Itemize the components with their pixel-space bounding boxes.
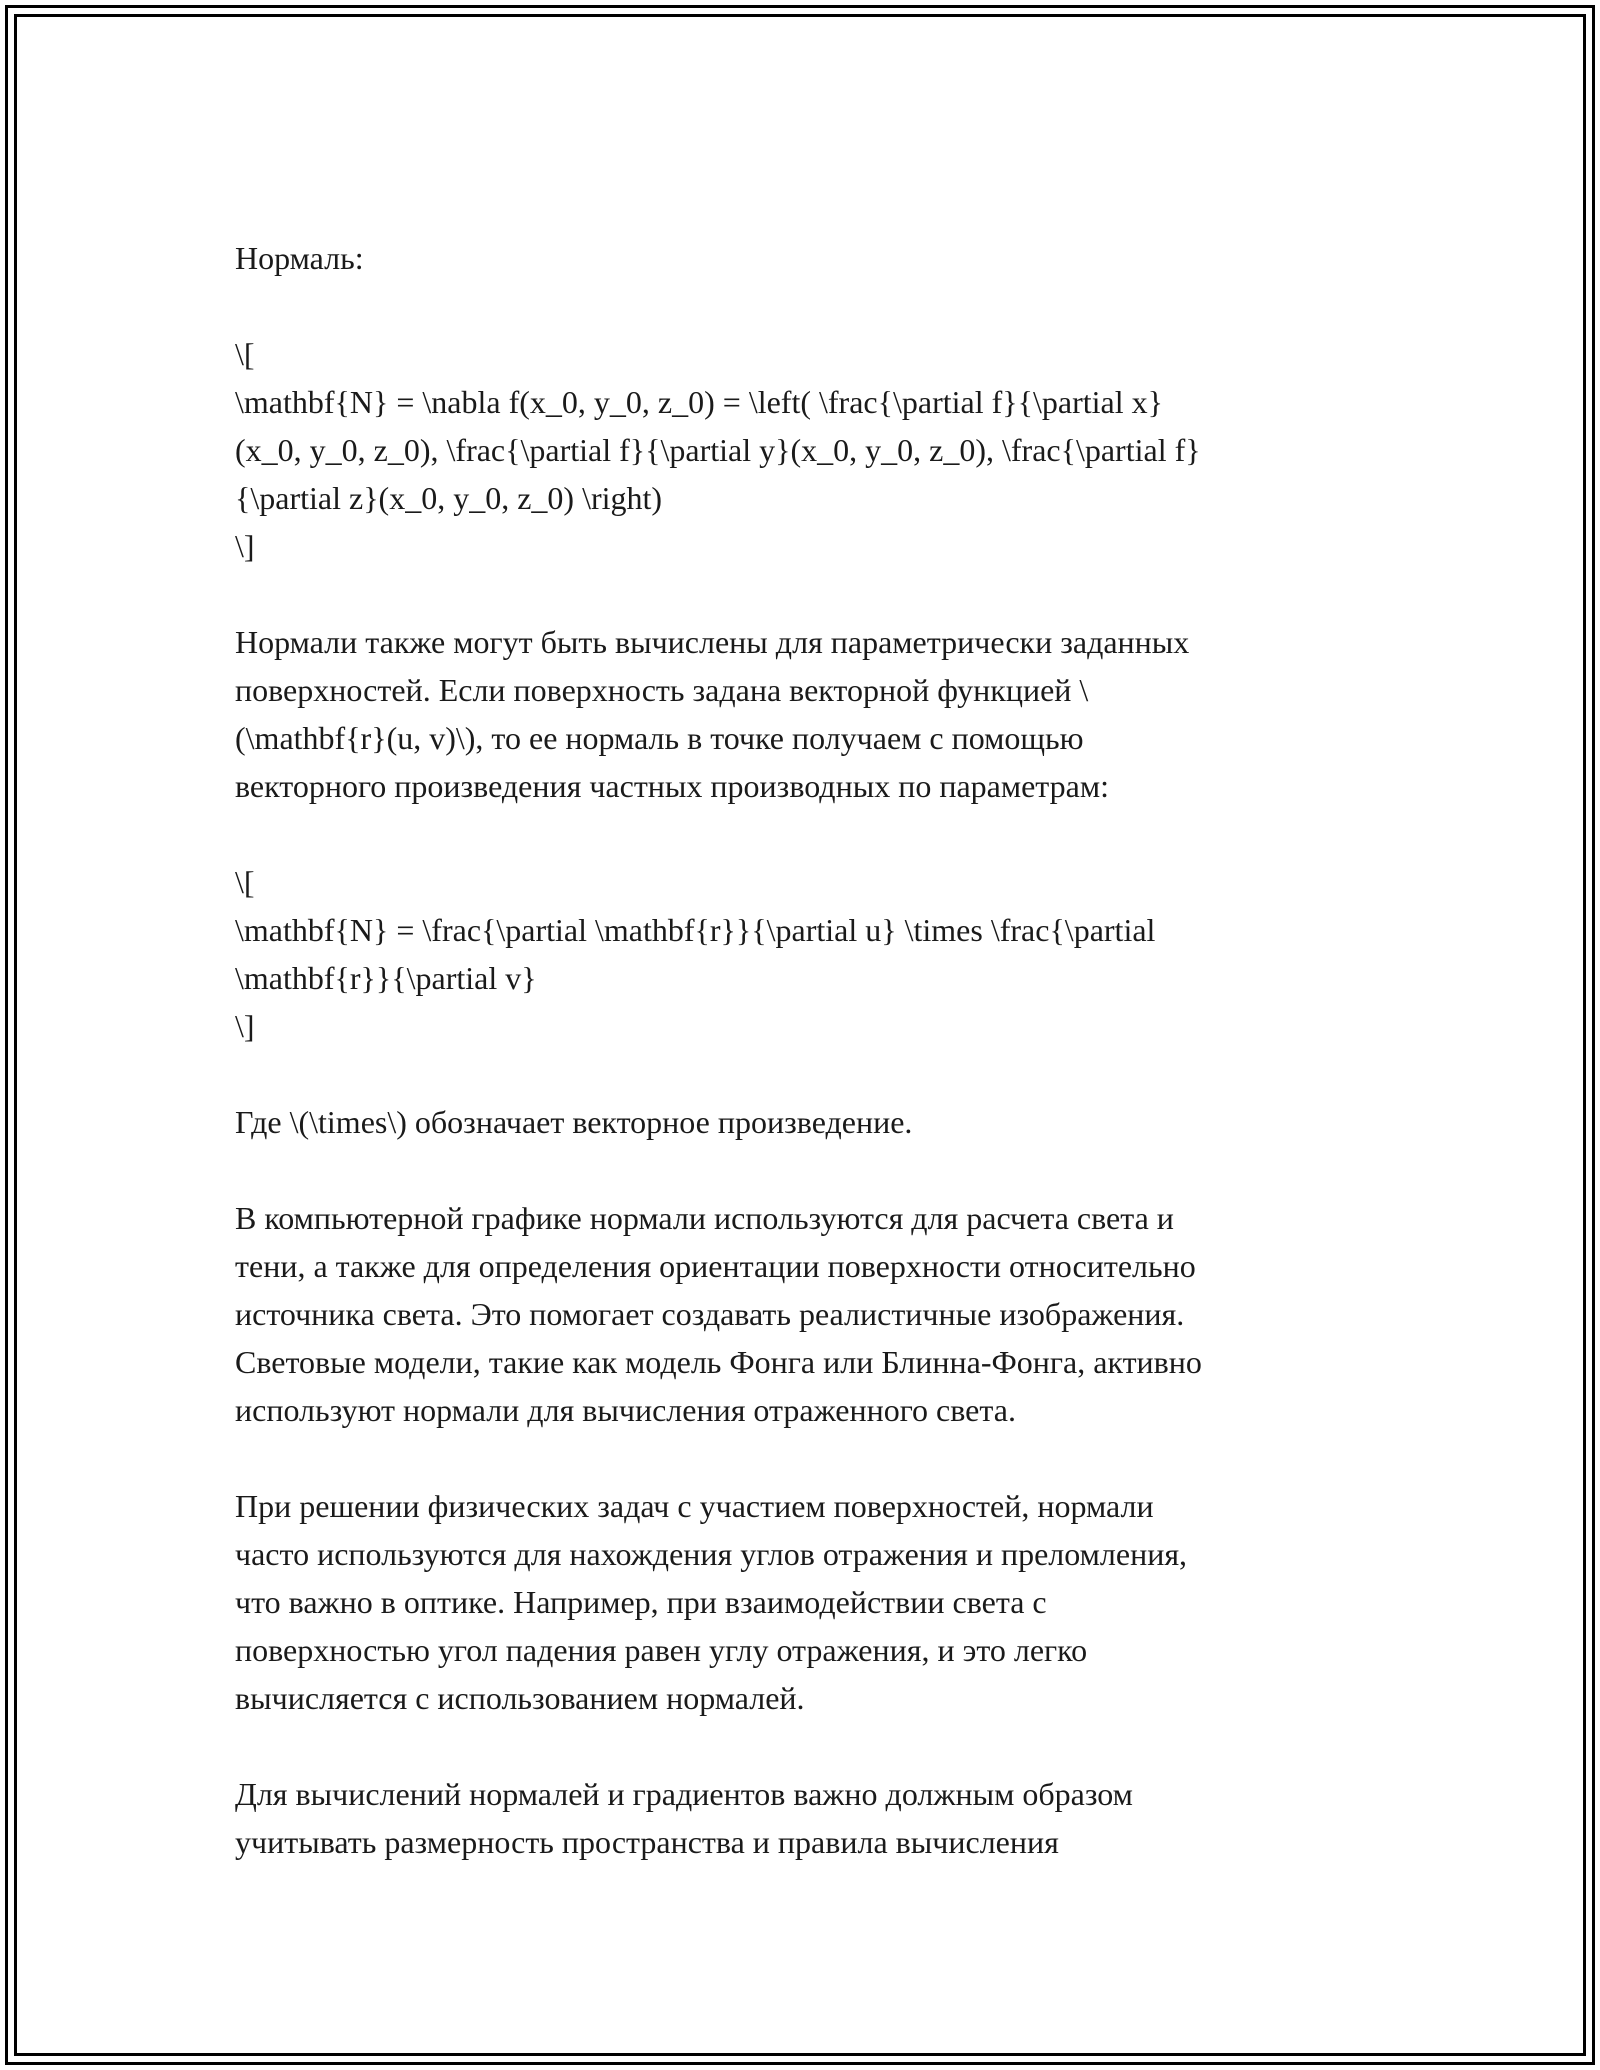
times-note [235,1098,1365,1146]
text-line: \] [235,1008,255,1044]
text-line: \[ [235,864,255,900]
normal-heading [235,234,1365,282]
gradient-formula [235,330,1365,570]
text-line: \[ [235,336,255,372]
computation-paragraph [235,1770,1365,1866]
text-line: При решении физических задач с участием поверхностей, нормали [235,1488,1154,1524]
text-line: Нормаль: [235,240,364,276]
text-line: \mathbf{N} = \frac{\partial \mathbf{r}}{\partial u} \times \frac{\partial [235,912,1156,948]
graphics-paragraph [235,1194,1365,1434]
text-line: {\partial z}(x_0, y_0, z_0) \right) [235,480,663,516]
text-line: \] [235,528,255,564]
document-body [235,234,1365,1914]
text-line: вычисляется с использованием нормалей. [235,1680,805,1716]
text-line: Нормали также могут быть вычислены для параметрически заданных [235,624,1190,660]
text-line: \mathbf{r}}{\partial v} [235,960,537,996]
text-line: В компьютерной графике нормали используются для расчета света и [235,1200,1174,1236]
text-line: часто используются для нахождения углов отражения и преломления, [235,1536,1188,1572]
text-line: используют нормали для вычисления отраженного света. [235,1392,1016,1428]
text-line: (x_0, y_0, z_0), \frac{\partial f}{\partial y}(x_0, y_0, z_0), \frac{\partial f} [235,432,1201,468]
text-line: Где \(\times\) обозначает векторное произведение. [235,1104,913,1140]
text-line: источника света. Это помогает создавать реалистичные изображения. [235,1296,1185,1332]
text-line: векторного произведения частных производных по параметрам: [235,768,1110,804]
text-line: что важно в оптике. Например, при взаимодействии света с [235,1584,1047,1620]
text-line: (\mathbf{r}(u, v)\), то ее нормаль в точке получаем с помощью [235,720,1084,756]
physics-paragraph [235,1482,1365,1722]
cross-product-formula [235,858,1365,1050]
text-line: учитывать размерность пространства и правила вычисления [235,1824,1059,1860]
text-line: поверхностей. Если поверхность задана векторной функцией \ [235,672,1089,708]
parametric-paragraph [235,618,1365,810]
text-line: Для вычислений нормалей и градиентов важно должным образом [235,1776,1133,1812]
text-line: \mathbf{N} = \nabla f(x_0, y_0, z_0) = \left( \frac{\partial f}{\partial x} [235,384,1163,420]
text-line: Световые модели, такие как модель Фонга или Блинна-Фонга, активно [235,1344,1202,1380]
text-line: тени, а также для определения ориентации поверхности относительно [235,1248,1196,1284]
text-line: поверхностью угол падения равен углу отражения, и это легко [235,1632,1088,1668]
